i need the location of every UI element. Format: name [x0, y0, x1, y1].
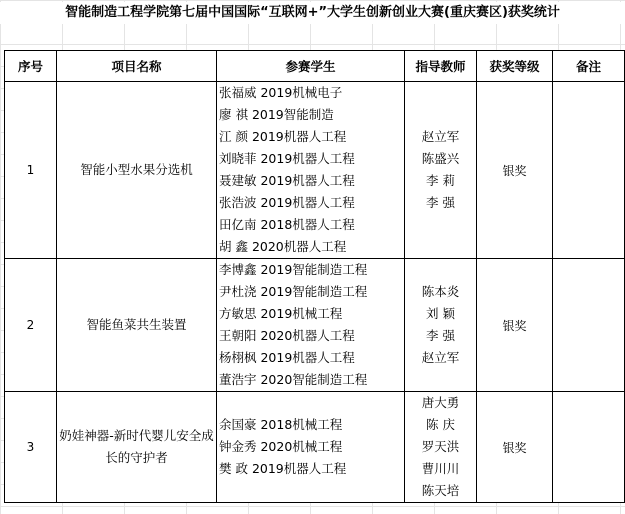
student-entry: 樊 政 2019机器人工程	[219, 461, 347, 476]
student-entry: 钟金秀 2020机械工程	[219, 439, 343, 454]
teacher-entry: 陈本炎	[421, 284, 460, 299]
table-row	[5, 392, 625, 503]
student-entry: 李博鑫 2019智能制造工程	[219, 262, 368, 277]
student-entry: 刘晓菲 2019机器人工程	[219, 151, 355, 166]
header-cell-note[interactable]: 备注	[553, 51, 625, 82]
project-name: 奶娃神器-新时代婴儿安全成长的守护者	[59, 428, 214, 465]
student-entry: 江 颜 2019机器人工程	[219, 129, 347, 144]
student-entry: 张浩波 2019机器人工程	[219, 195, 355, 210]
cell-students[interactable]	[217, 82, 405, 259]
sheet-title: 智能制造工程学院第七届中国国际“互联网+”大学生创新创业大赛(重庆赛区)获奖统计	[0, 2, 625, 24]
header-cell-students[interactable]: 参赛学生	[217, 51, 405, 82]
student-entry: 王朝阳 2020机器人工程	[219, 328, 355, 343]
cell-no[interactable]: 3	[5, 392, 57, 503]
student-entry: 胡 鑫 2020机器人工程	[219, 239, 347, 254]
cell-project[interactable]	[57, 392, 217, 503]
teacher-entry: 曹川川	[421, 461, 460, 476]
cell-level[interactable]: 银奖	[477, 82, 553, 259]
cell-teachers[interactable]	[405, 392, 477, 503]
cell-teachers[interactable]	[405, 82, 477, 259]
cell-level[interactable]: 银奖	[477, 392, 553, 503]
cell-level[interactable]: 银奖	[477, 259, 553, 392]
cell-project[interactable]	[57, 259, 217, 392]
project-name: 智能小型水果分选机	[80, 162, 193, 177]
table-row	[5, 82, 625, 259]
header-cell-teachers[interactable]: 指导教师	[405, 51, 477, 82]
teacher-entry: 赵立军	[421, 350, 460, 365]
student-entry: 张福威 2019机械电子	[219, 85, 343, 100]
student-entry: 余国豪 2018机械工程	[219, 417, 343, 432]
student-entry: 杨栩枫 2019机器人工程	[219, 350, 355, 365]
teacher-entry: 罗天洪	[421, 439, 460, 454]
student-entry: 尹杜浇 2019智能制造工程	[219, 284, 368, 299]
student-entry: 廖 祺 2019智能制造	[219, 107, 334, 122]
teacher-entry: 李 强	[426, 328, 455, 343]
table-row	[5, 259, 625, 392]
student-entry: 方敏思 2019机械工程	[219, 306, 343, 321]
cell-note[interactable]	[553, 259, 625, 392]
student-entry: 聂建敏 2019机器人工程	[219, 173, 355, 188]
cell-note[interactable]	[553, 82, 625, 259]
student-entry: 董浩宇 2020智能制造工程	[219, 372, 368, 387]
teacher-entry: 刘 颖	[426, 306, 455, 321]
cell-teachers[interactable]	[405, 259, 477, 392]
student-entry: 田亿南 2018机器人工程	[219, 217, 355, 232]
teacher-entry: 唐大勇	[421, 395, 460, 410]
cell-students[interactable]	[217, 392, 405, 503]
header-row	[5, 51, 625, 82]
cell-note[interactable]	[553, 392, 625, 503]
header-cell-no[interactable]: 序号	[5, 51, 57, 82]
teacher-entry: 陈盛兴	[421, 151, 460, 166]
cell-no[interactable]: 2	[5, 259, 57, 392]
awards-table	[4, 50, 625, 503]
teacher-entry: 陈 庆	[426, 417, 455, 432]
header-cell-project[interactable]: 项目名称	[57, 51, 217, 82]
cell-no[interactable]: 1	[5, 82, 57, 259]
teacher-entry: 李 莉	[426, 173, 455, 188]
cell-students[interactable]	[217, 259, 405, 392]
teacher-entry: 陈天培	[421, 483, 460, 498]
cell-project[interactable]	[57, 82, 217, 259]
header-cell-level[interactable]: 获奖等级	[477, 51, 553, 82]
teacher-entry: 李 强	[426, 195, 455, 210]
project-name: 智能鱼菜共生装置	[86, 317, 187, 332]
teacher-entry: 赵立军	[421, 129, 460, 144]
